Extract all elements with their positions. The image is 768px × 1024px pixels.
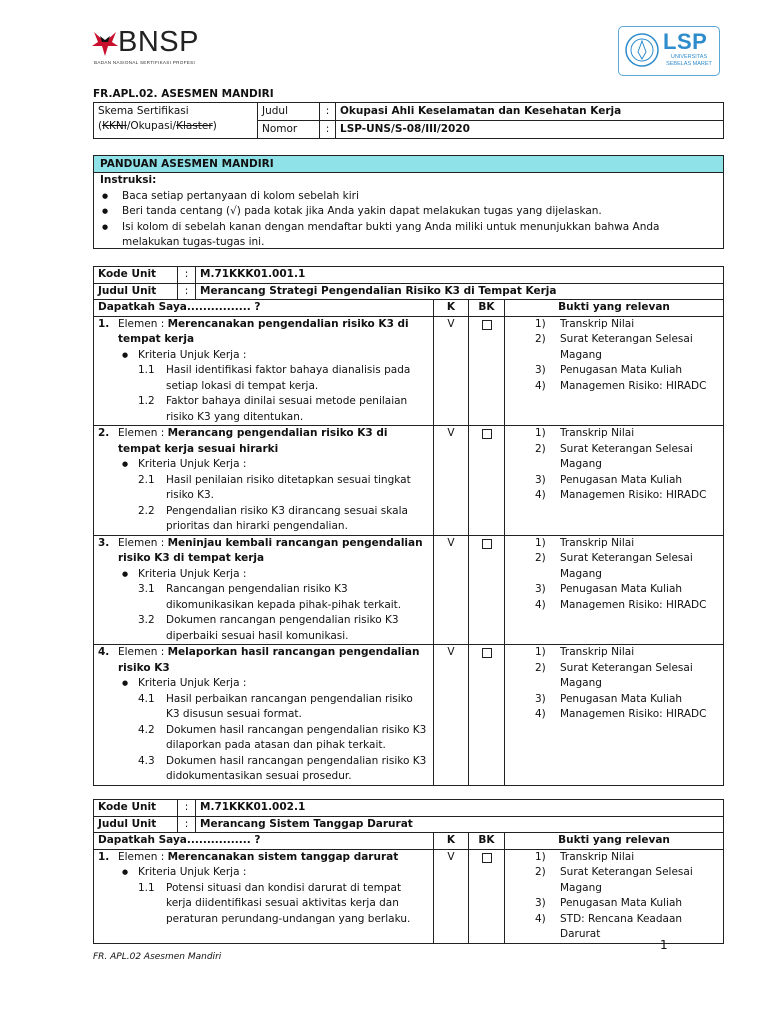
scheme-label-line1: Skema Sertifikasi: [98, 105, 189, 117]
element-row: [94, 645, 724, 786]
evidence-number: 1): [535, 427, 546, 439]
evidence-item: [509, 473, 719, 489]
kuk-item: [98, 394, 429, 425]
kuk-number: 2.2: [138, 504, 155, 517]
evidence-item: [509, 442, 719, 473]
evidence-text: Transkrip Nilai: [560, 427, 635, 439]
element-title: Merancang pengendalian risiko K3 di tempat kerja sesuai hirarki: [118, 427, 388, 455]
dapatkah-header: Dapatkah Saya................ ?: [94, 833, 434, 850]
bk-header: BK: [469, 833, 505, 850]
checkbox-icon[interactable]: [482, 320, 492, 330]
check-mark: V: [447, 850, 455, 863]
bk-check-cell[interactable]: [469, 645, 505, 786]
evidence-text: Managemen Risiko: HIRADC: [560, 489, 707, 501]
k-header: K: [434, 300, 469, 317]
element-row: [94, 849, 724, 943]
evidence-number: 4): [535, 598, 546, 611]
kuk-item: [98, 504, 429, 535]
kuk-item: [98, 582, 429, 613]
evidence-number: 1): [535, 536, 546, 549]
kuk-number: 2.1: [138, 473, 155, 486]
instruction-item: ● Isi kolom di sebelah kanan dengan mendaftar bukti yang Anda miliki untuk menunjukkan bahwa Anda melakukan tugas-tugas ini.: [100, 220, 717, 251]
element-heading: [98, 536, 429, 567]
evidence-cell: [505, 426, 724, 536]
scheme-label: [94, 103, 258, 139]
kuk-item: [98, 473, 429, 504]
kuk-text: Rancangan pengendalian risiko K3 dikomunikasikan kepada pihak-pihak terkait.: [166, 583, 402, 611]
kuk-item: [98, 363, 429, 394]
kuk-item: [98, 881, 429, 928]
form-title: FR.APL.02. ASESMEN MANDIRI: [93, 88, 274, 100]
k-check-cell[interactable]: [434, 316, 469, 426]
kuk-text: Hasil perbaikan rancangan pengendalian risiko K3 disusun sesuai format.: [166, 692, 413, 720]
kode-unit-value: M.71KKK01.001.1: [196, 267, 724, 284]
evidence-text: Transkrip Nilai: [560, 850, 635, 863]
colon: :: [178, 267, 196, 284]
element-row: [94, 316, 724, 426]
kuk-number: 4.1: [138, 692, 155, 705]
colon: :: [178, 816, 196, 833]
university-seal-icon: [624, 32, 660, 68]
evidence-text: Transkrip Nilai: [560, 646, 635, 658]
checkbox-icon[interactable]: [482, 539, 492, 549]
evidence-item: [509, 551, 719, 582]
kuk-number: 1.1: [138, 881, 155, 894]
judul-unit-value: Merancang Sistem Tanggap Darurat: [196, 816, 724, 833]
element-prefix: Elemen :: [118, 536, 165, 549]
evidence-item: [509, 363, 719, 379]
element-heading: [98, 426, 429, 457]
kuk-number: 4.3: [138, 754, 155, 767]
element-text: [118, 536, 429, 567]
kuk-item: [98, 754, 429, 785]
kuk-label: ● Kriteria Unjuk Kerja :: [98, 567, 429, 583]
kuk-text: Hasil identifikasi faktor bahaya dianalisis pada setiap lokasi di tempat kerja.: [166, 364, 411, 392]
element-text: [118, 426, 429, 457]
check-mark: V: [447, 646, 455, 658]
evidence-text: Penugasan Mata Kuliah: [560, 897, 683, 909]
evidence-text: Transkrip Nilai: [560, 317, 635, 330]
kuk-text: Dokumen hasil rancangan pengendalian risiko K3 dilaporkan pada atasan dan pihak terkait.: [166, 723, 427, 751]
evidence-item: [509, 582, 719, 598]
evidence-number: 3): [535, 473, 546, 486]
element-prefix: Elemen :: [118, 850, 165, 863]
evidence-number: 1): [535, 317, 546, 330]
element-text: [118, 317, 429, 348]
bk-header: BK: [469, 300, 505, 317]
element-cell: [94, 849, 434, 943]
element-heading: [98, 645, 429, 676]
evidence-cell: [505, 849, 724, 943]
kuk-number: 1.1: [138, 364, 155, 376]
lsp-subtitle: UNIVERSITAS SEBELAS MARET: [666, 54, 712, 67]
evidence-item: [509, 865, 719, 896]
element-heading: [98, 317, 429, 348]
bk-check-cell[interactable]: [469, 426, 505, 536]
footer-text: FR. APL.02 Asesmen Mandiri: [93, 952, 222, 962]
evidence-item: [509, 598, 719, 614]
evidence-number: 3): [535, 692, 546, 705]
evidence-text: Penugasan Mata Kuliah: [560, 473, 683, 486]
element-prefix: Elemen :: [118, 646, 165, 658]
evidence-text: STD: Rencana Keadaan Darurat: [560, 912, 683, 940]
kuk-label: ● Kriteria Unjuk Kerja :: [98, 457, 429, 473]
checkbox-icon[interactable]: [482, 853, 492, 863]
element-title: Merencanakan pengendalian risiko K3 di tempat kerja: [118, 317, 409, 345]
evidence-number: 2): [535, 333, 546, 345]
evidence-number: 2): [535, 442, 546, 455]
evidence-text: Transkrip Nilai: [560, 536, 635, 549]
garuda-icon: [92, 28, 118, 58]
k-check-cell[interactable]: [434, 849, 469, 943]
bnsp-subtitle: BADAN NASIONAL SERTIFIKASI PROFESI: [94, 60, 196, 65]
evidence-item: [509, 536, 719, 552]
evidence-text: Surat Keterangan Selesai Magang: [560, 442, 693, 470]
evidence-item: [509, 488, 719, 504]
checkbox-icon[interactable]: [482, 648, 492, 658]
check-mark: V: [447, 317, 455, 330]
colon: :: [320, 121, 336, 139]
scheme-table: [93, 102, 724, 139]
element-cell: [94, 645, 434, 786]
dapatkah-header: Dapatkah Saya................ ?: [94, 300, 434, 317]
evidence-text: Surat Keterangan Selesai Magang: [560, 333, 693, 361]
colon: :: [178, 800, 196, 817]
instruction-item: ● Beri tanda centang (√) pada kotak jika Anda yakin dapat melakukan tugas yang dijelaskan.: [100, 204, 717, 220]
kode-unit-label: Kode Unit: [94, 267, 178, 284]
element-number: 1.: [98, 317, 110, 330]
evidence-number: 3): [535, 583, 546, 595]
element-cell: [94, 316, 434, 426]
evidence-number: 2): [535, 552, 546, 564]
evidence-number: 4): [535, 379, 546, 392]
evidence-item: [509, 317, 719, 333]
guide-body: [94, 173, 723, 251]
guide-box: [93, 155, 724, 249]
guide-title: PANDUAN ASESMEN MANDIRI: [94, 156, 723, 173]
element-title: Melaporkan hasil rancangan pengendalian risiko K3: [118, 646, 420, 674]
lsp-logo: [618, 26, 720, 76]
kuk-text: Hasil penilaian risiko ditetapkan sesuai tingkat risiko K3.: [166, 473, 411, 501]
kuk-label: ● Kriteria Unjuk Kerja :: [98, 348, 429, 364]
kuk-label: ● Kriteria Unjuk Kerja :: [98, 676, 429, 692]
colon: :: [178, 283, 196, 300]
lsp-wordmark: LSP: [663, 29, 708, 54]
kuk-text: Potensi situasi dan kondisi darurat di tempat kerja diidentifikasi sesuai aktivitas kerja dan peraturan perundang-undangan yang berlaku.: [166, 881, 411, 925]
k-check-cell[interactable]: [434, 535, 469, 645]
element-title: Meninjau kembali rancangan pengendalian risiko K3 di tempat kerja: [118, 536, 423, 564]
element-heading: [98, 850, 429, 866]
kuk-text: Pengendalian risiko K3 dirancang sesuai skala prioritas dan hirarki pengendalian.: [166, 504, 408, 532]
bk-check-cell[interactable]: [469, 316, 505, 426]
k-header: K: [434, 833, 469, 850]
bk-check-cell[interactable]: [469, 849, 505, 943]
kuk-number: 3.2: [138, 614, 155, 626]
evidence-item: [509, 850, 719, 866]
judul-value: Okupasi Ahli Keselamatan dan Kesehatan Kerja: [336, 103, 724, 121]
check-mark: V: [447, 536, 455, 549]
element-title: Merencanakan sistem tanggap darurat: [167, 850, 399, 863]
kuk-item: [98, 692, 429, 723]
element-prefix: Elemen :: [118, 427, 165, 439]
kuk-item: [98, 613, 429, 644]
nomor-label: Nomor: [258, 121, 320, 139]
judul-label: Judul: [258, 103, 320, 121]
evidence-number: 1): [535, 646, 546, 658]
element-text: [118, 645, 429, 676]
kuk-text: Faktor bahaya dinilai sesuai metode penilaian risiko K3 yang ditentukan.: [166, 395, 408, 423]
evidence-item: [509, 426, 719, 442]
kuk-number: 1.2: [138, 395, 155, 407]
evidence-number: 4): [535, 489, 546, 501]
kode-unit-value: M.71KKK01.002.1: [196, 800, 724, 817]
evidence-number: 2): [535, 866, 546, 878]
bnsp-logo: [92, 26, 212, 72]
bk-check-cell[interactable]: [469, 535, 505, 645]
bukti-header: Bukti yang relevan: [505, 833, 724, 850]
evidence-number: 2): [535, 661, 546, 674]
unit-table: [93, 799, 724, 944]
evidence-cell: [505, 645, 724, 786]
kuk-number: 3.1: [138, 583, 155, 595]
kuk-number: 4.2: [138, 723, 155, 736]
evidence-text: Managemen Risiko: HIRADC: [560, 598, 707, 611]
kuk-text: Dokumen hasil rancangan pengendalian risiko K3 didokumentasikan sesuai prosedur.: [166, 754, 427, 782]
colon: :: [320, 103, 336, 121]
element-text: [118, 850, 429, 866]
evidence-text: Penugasan Mata Kuliah: [560, 583, 683, 595]
judul-unit-label: Judul Unit: [94, 283, 178, 300]
k-check-cell[interactable]: [434, 645, 469, 786]
element-number: 4.: [98, 646, 110, 658]
judul-unit-value: Merancang Strategi Pengendalian Risiko K3 di Tempat Kerja: [196, 283, 724, 300]
instruction-item: ● Baca setiap pertanyaan di kolom sebelah kiri: [100, 189, 717, 205]
element-number: 1.: [98, 850, 110, 863]
evidence-text: Surat Keterangan Selesai Magang: [560, 552, 693, 580]
element-cell: [94, 426, 434, 536]
element-number: 3.: [98, 536, 110, 549]
checkbox-icon[interactable]: [482, 429, 492, 439]
evidence-item: [509, 332, 719, 363]
element-prefix: Elemen :: [118, 317, 165, 330]
kuk-text: Dokumen rancangan pengendalian risiko K3 diperbaiki sesuai hasil komunikasi.: [166, 614, 399, 642]
instruction-title: Instruksi:: [100, 174, 157, 186]
evidence-cell: [505, 316, 724, 426]
evidence-number: 1): [535, 850, 546, 863]
evidence-item: [509, 912, 719, 943]
bnsp-wordmark: BNSP: [118, 26, 199, 58]
element-number: 2.: [98, 427, 110, 439]
evidence-item: [509, 645, 719, 661]
k-check-cell[interactable]: [434, 426, 469, 536]
evidence-text: Penugasan Mata Kuliah: [560, 692, 683, 705]
judul-unit-label: Judul Unit: [94, 816, 178, 833]
check-mark: V: [447, 427, 455, 439]
evidence-item: [509, 707, 719, 723]
evidence-cell: [505, 535, 724, 645]
bukti-header: Bukti yang relevan: [505, 300, 724, 317]
unit-table: [93, 266, 724, 786]
evidence-text: Managemen Risiko: HIRADC: [560, 379, 707, 392]
evidence-number: 4): [535, 708, 546, 720]
evidence-text: Managemen Risiko: HIRADC: [560, 708, 707, 720]
page-number: 1: [660, 938, 668, 952]
kode-unit-label: Kode Unit: [94, 800, 178, 817]
evidence-item: [509, 379, 719, 395]
evidence-item: [509, 896, 719, 912]
kuk-item: [98, 723, 429, 754]
evidence-item: [509, 661, 719, 692]
evidence-text: Penugasan Mata Kuliah: [560, 364, 683, 376]
kuk-label: ● Kriteria Unjuk Kerja :: [98, 865, 429, 881]
element-cell: [94, 535, 434, 645]
evidence-number: 3): [535, 364, 546, 376]
evidence-number: 3): [535, 897, 546, 909]
nomor-value: LSP-UNS/S-08/III/2020: [336, 121, 724, 139]
element-row: [94, 535, 724, 645]
evidence-item: [509, 692, 719, 708]
scheme-label-line2: (KKNI/Okupasi/Klaster): [98, 120, 217, 132]
element-row: [94, 426, 724, 536]
evidence-text: Surat Keterangan Selesai Magang: [560, 661, 693, 689]
evidence-text: Surat Keterangan Selesai Magang: [560, 866, 693, 894]
evidence-number: 4): [535, 912, 546, 925]
